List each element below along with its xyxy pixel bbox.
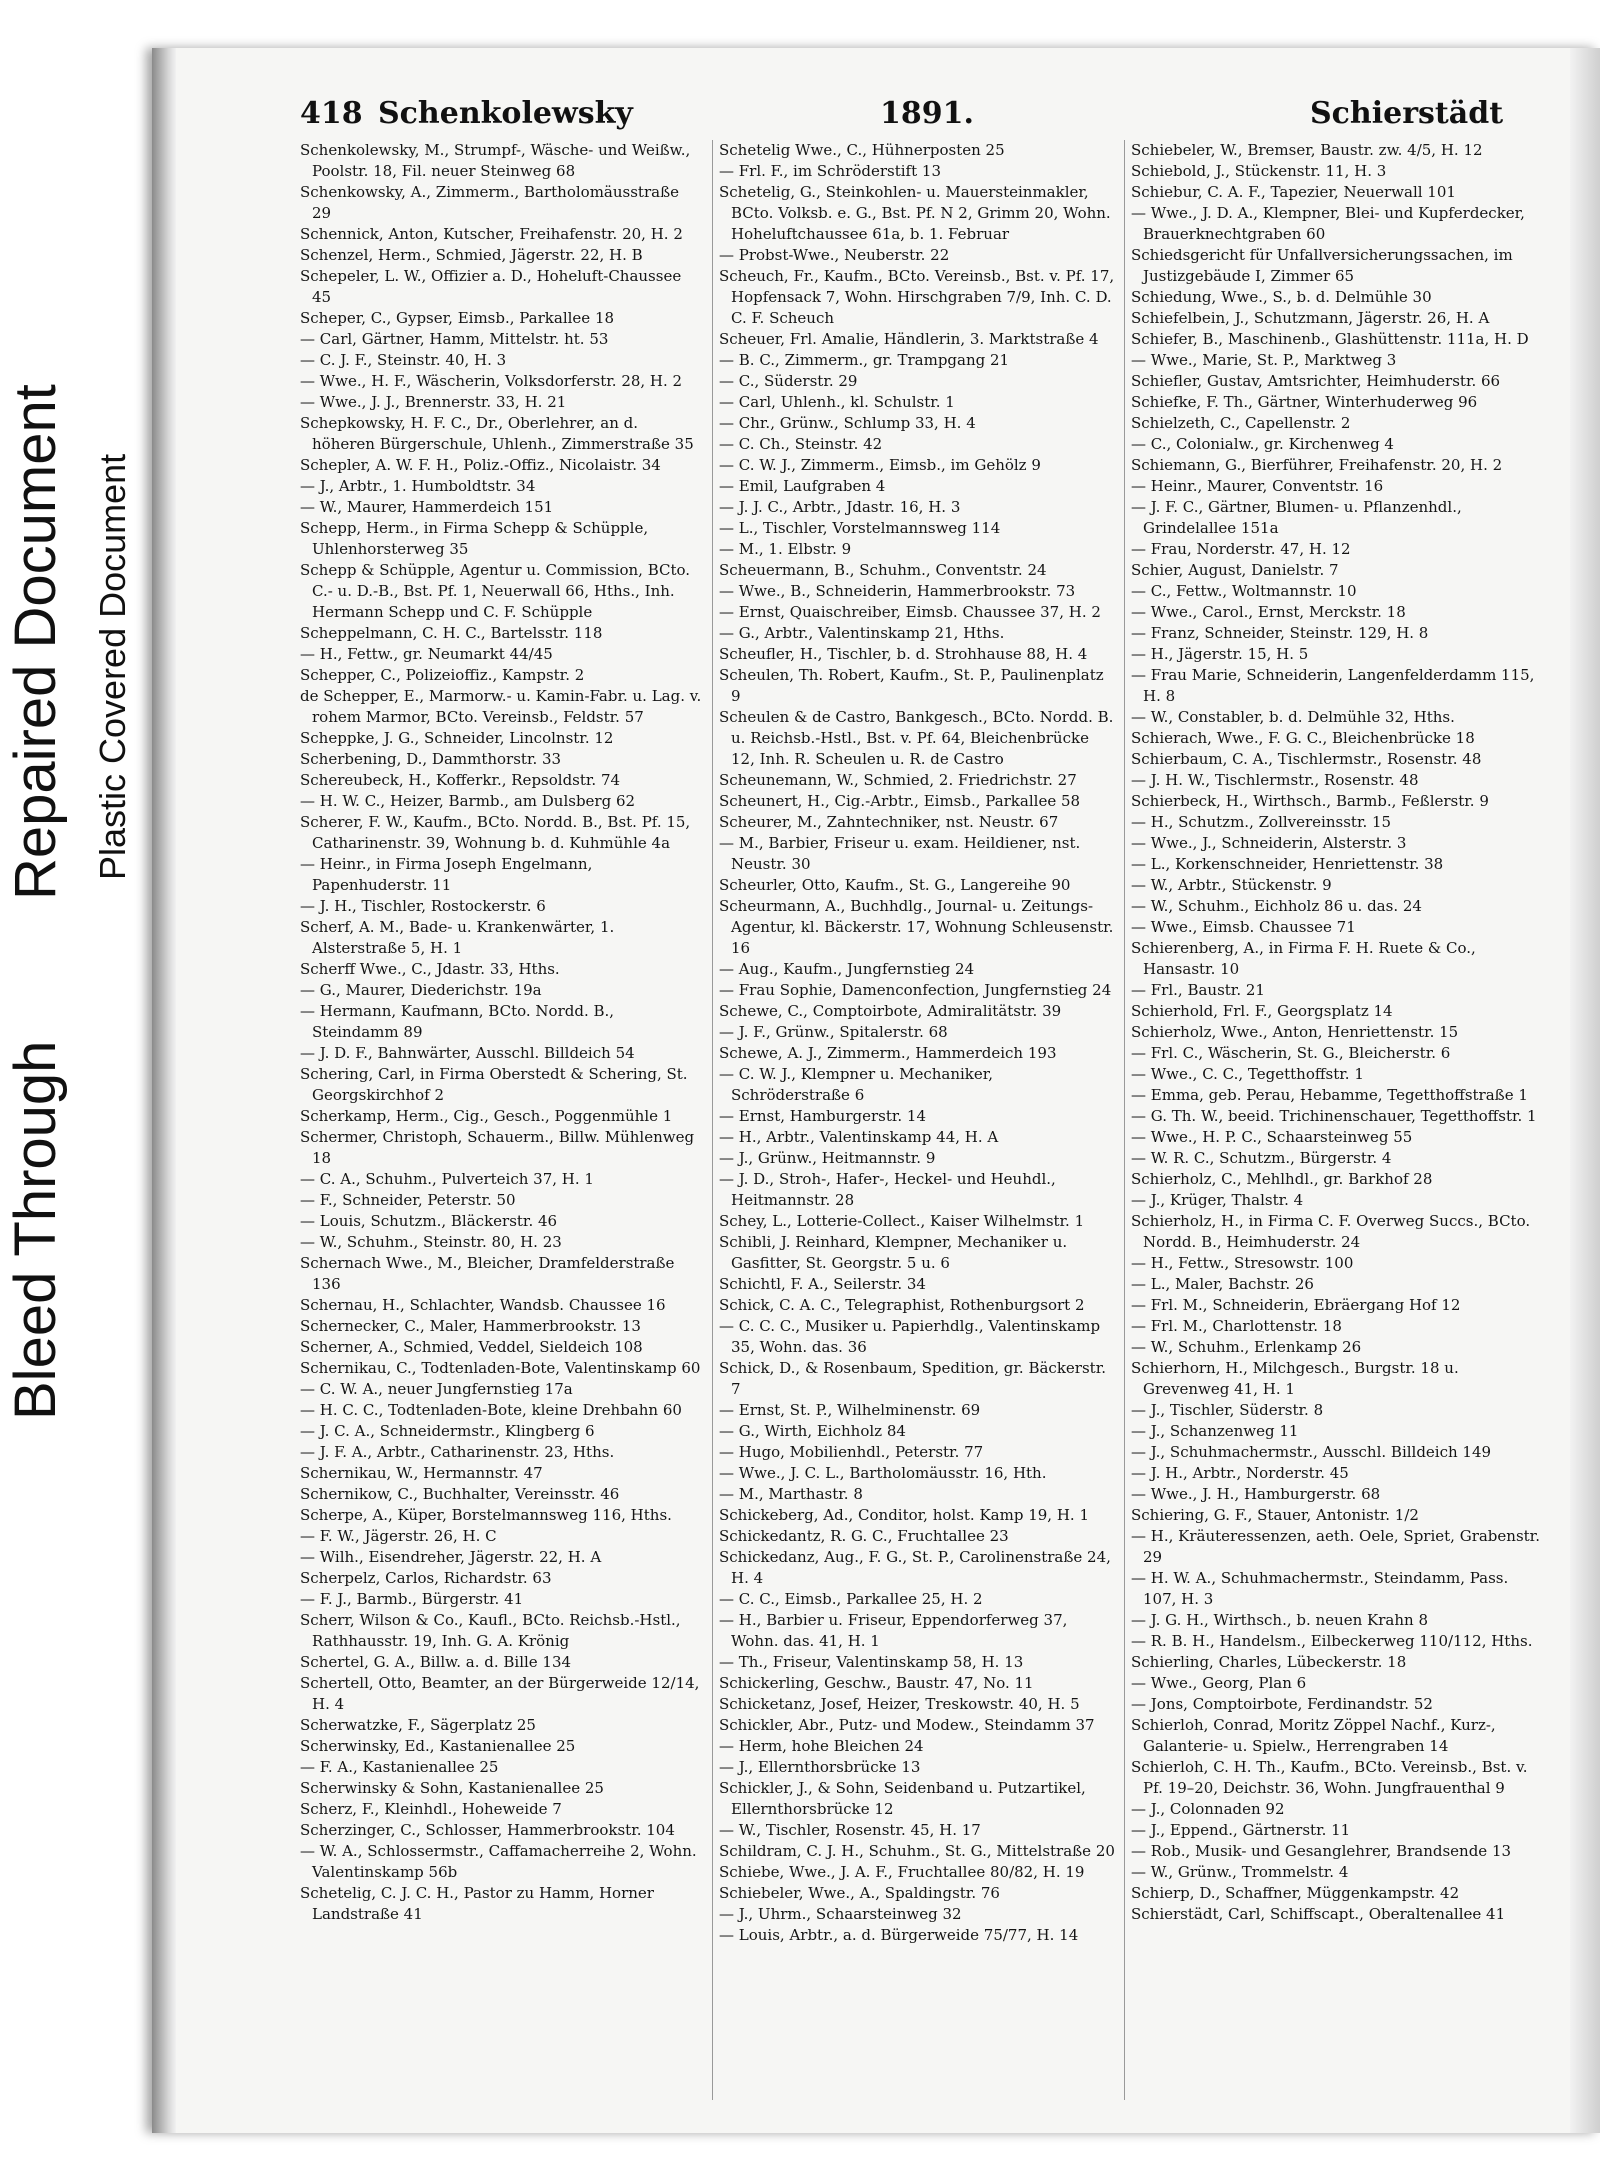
directory-column-2: [712, 140, 1115, 2100]
directory-column-1: [300, 140, 702, 2100]
directory-entry: — Chr., Grünw., Schlump 33, H. 4: [719, 414, 976, 432]
directory-entry: Schepkowsky, H. F. C., Dr., Oberlehrer, an d. höheren Bürgerschule, Uhlenh., Zimmerstraße 35: [300, 414, 694, 453]
directory-entry: — W., Tischler, Rosenstr. 45, H. 17: [719, 1821, 981, 1839]
directory-entry: — W., Grünw., Trommelstr. 4: [1131, 1863, 1349, 1881]
directory-entry: — M., Marthastr. 8: [719, 1485, 863, 1503]
directory-entry: — C. W. J., Klempner u. Mechaniker, Schröderstraße 6: [719, 1065, 994, 1104]
directory-entry: Schierling, Charles, Lübeckerstr. 18: [1131, 1653, 1407, 1671]
directory-entry: Schertell, Otto, Beamter, an der Bürgerweide 12/14, H. 4: [300, 1674, 700, 1713]
directory-entry: — W., Schuhm., Steinstr. 80, H. 23: [300, 1233, 562, 1251]
directory-entry: Schenkowsky, A., Zimmerm., Bartholomäusstraße 29: [300, 183, 679, 222]
directory-entry: — Frau, Norderstr. 47, H. 12: [1131, 540, 1351, 558]
directory-entry: — Frau Sophie, Damenconfection, Jungfernstieg 24: [719, 981, 1112, 999]
label-bleed-through: Bleed Through: [3, 1040, 68, 1420]
directory-entry: — J. H., Arbtr., Norderstr. 45: [1131, 1464, 1349, 1482]
directory-entry: — G. Th. W., beeid. Trichinenschauer, Tegetthoffstr. 1: [1131, 1107, 1537, 1125]
directory-entry: Schernikau, W., Hermannstr. 47: [300, 1464, 543, 1482]
directory-entry: Schertel, G. A., Billw. a. d. Bille 134: [300, 1653, 572, 1671]
directory-entry: — Wwe., J. D. A., Klempner, Blei- und Kupferdecker, Brauerknechtgraben 60: [1131, 204, 1525, 243]
scanned-page: [152, 48, 1600, 2133]
directory-entry: — C. J. F., Steinstr. 40, H. 3: [300, 351, 507, 369]
directory-entry: — J. J. C., Arbtr., Jdastr. 16, H. 3: [719, 498, 961, 516]
directory-entry: Scheurmann, A., Buchhdlg., Journal- u. Zeitungs-Agentur, kl. Bäckerstr. 17, Wohnung Schleusenstr. 16: [719, 897, 1114, 957]
directory-entry: Schernach Wwe., M., Bleicher, Dramfelderstraße 136: [300, 1254, 675, 1293]
directory-entry: Schennick, Anton, Kutscher, Freihafenstr. 20, H. 2: [300, 225, 683, 243]
directory-entry: — Jons, Comptoirbote, Ferdinandstr. 52: [1131, 1695, 1433, 1713]
directory-entry: — Wwe., Georg, Plan 6: [1131, 1674, 1307, 1692]
directory-entry: Schickedanz, Aug., F. G., St. P., Carolinenstraße 24, H. 4: [719, 1548, 1111, 1587]
directory-entry: — W., Arbtr., Stückenstr. 9: [1131, 876, 1332, 894]
directory-entry: — H., Barbier u. Friseur, Eppendorferweg 37, Wohn. das. 41, H. 1: [719, 1611, 1068, 1650]
directory-entry: Schiedung, Wwe., S., b. d. Delmühle 30: [1131, 288, 1432, 306]
directory-entry: Scheuch, Fr., Kaufm., BCto. Vereinsb., Bst. v. Pf. 17, Hopfensack 7, Wohn. Hirschgraben 7/9, Inh. C. D. C. F. Scheuch: [719, 267, 1115, 327]
directory-entry: — M., 1. Elbstr. 9: [719, 540, 852, 558]
directory-entry: Schibli, J. Reinhard, Klempner, Mechaniker u. Gasfitter, St. Georgstr. 5 u. 6: [719, 1233, 1068, 1272]
directory-entry: — J. G. H., Wirthsch., b. neuen Krahn 8: [1131, 1611, 1428, 1629]
directory-entry: — J., Schanzenweg 11: [1131, 1422, 1299, 1440]
directory-entry: Schiemann, G., Bierführer, Freihafenstr. 20, H. 2: [1131, 456, 1503, 474]
directory-entry: Schierholz, Wwe., Anton, Henriettenstr. 15: [1131, 1023, 1459, 1041]
directory-entry: — Wwe., B., Schneiderin, Hammerbrookstr. 73: [719, 582, 1076, 600]
directory-entry: — J., Ellernthorsbrücke 13: [719, 1758, 921, 1776]
directory-entry: — W. R. C., Schutzm., Bürgerstr. 4: [1131, 1149, 1392, 1167]
directory-entry: Schierbeck, H., Wirthsch., Barmb., Feßlerstr. 9: [1131, 792, 1489, 810]
directory-entry: — C. W. J., Zimmerm., Eimsb., im Gehölz 9: [719, 456, 1041, 474]
directory-entry: — Franz, Schneider, Steinstr. 129, H. 8: [1131, 624, 1429, 642]
scan-annotation-sidebar: [0, 0, 152, 2177]
header-year: 1891.: [880, 96, 974, 131]
directory-entry: Schickerling, Geschw., Baustr. 47, No. 11: [719, 1674, 1034, 1692]
directory-entry: Schickler, Abr., Putz- und Modew., Steindamm 37: [719, 1716, 1095, 1734]
page-binding-edge: [152, 48, 176, 2133]
directory-entry: — Louis, Arbtr., a. d. Bürgerweide 75/77, H. 14: [719, 1926, 1079, 1944]
directory-entry: Schernikau, C., Todtenladen-Bote, Valentinskamp 60: [300, 1359, 701, 1377]
directory-entry: — Frl. C., Wäscherin, St. G., Bleicherstr. 6: [1131, 1044, 1451, 1062]
directory-entry: Schernau, H., Schlachter, Wandsb. Chaussee 16: [300, 1296, 666, 1314]
directory-entry: — Frl., Baustr. 21: [1131, 981, 1265, 999]
directory-entry: — J., Arbtr., 1. Humboldtstr. 34: [300, 477, 536, 495]
directory-entry: — C. W. A., neuer Jungfernstieg 17a: [300, 1380, 573, 1398]
directory-entry: — F., Schneider, Peterstr. 50: [300, 1191, 516, 1209]
directory-entry: — J., Colonnaden 92: [1131, 1800, 1285, 1818]
directory-entry: Schierenberg, A., in Firma F. H. Ruete & Co., Hansastr. 10: [1131, 939, 1476, 978]
directory-entry: Schey, L., Lotterie-Collect., Kaiser Wilhelmstr. 1: [719, 1212, 1085, 1230]
directory-entry: Schetelig, G., Steinkohlen- u. Mauersteinmakler, BCto. Volksb. e. G., Bst. Pf. N 2, Grimm 20, Wohn. Hoheluftchaussee 61a, b. 1. Februar: [719, 183, 1111, 243]
directory-entry: Schepp, Herm., in Firma Schepp & Schüpple, Uhlenhorsterweg 35: [300, 519, 649, 558]
directory-entry: — G., Wirth, Eichholz 84: [719, 1422, 906, 1440]
directory-entry: — L., Tischler, Vorstelmannsweg 114: [719, 519, 1001, 537]
directory-entry: — Carl, Uhlenh., kl. Schulstr. 1: [719, 393, 955, 411]
directory-entry: — B. C., Zimmerm., gr. Trampgang 21: [719, 351, 1010, 369]
directory-entry: Schepp & Schüpple, Agentur u. Commission, BCto. C.- u. D.-B., Bst. Pf. 1, Neuerwall 66, Hths., Inh. Hermann Schepp und C. F. Schüpple: [300, 561, 691, 621]
directory-entry: — H., Schutzm., Zollvereinsstr. 15: [1131, 813, 1392, 831]
directory-entry: — Wwe., J. C. L., Bartholomäusstr. 16, Hth.: [719, 1464, 1047, 1482]
directory-entry: — Aug., Kaufm., Jungfernstieg 24: [719, 960, 975, 978]
directory-entry: Scherf, A. M., Bade- u. Krankenwärter, 1. Alsterstraße 5, H. 1: [300, 918, 615, 957]
directory-entry: — J., Tischler, Süderstr. 8: [1131, 1401, 1324, 1419]
directory-entry: Schewe, A. J., Zimmerm., Hammerdeich 193: [719, 1044, 1057, 1062]
directory-entry: Scheulen & de Castro, Bankgesch., BCto. Nordd. B. u. Reichsb.-Hstl., Bst. v. Pf. 64, Bleichenbrücke 12, Inh. R. Scheulen u. R. de Castro: [719, 708, 1114, 768]
directory-entry: — W., Schuhm., Erlenkamp 26: [1131, 1338, 1362, 1356]
directory-entry: — Frl. M., Schneiderin, Ebräergang Hof 12: [1131, 1296, 1461, 1314]
directory-entry: — W., Constabler, b. d. Delmühle 32, Hths.: [1131, 708, 1455, 726]
directory-entry: — W., Maurer, Hammerdeich 151: [300, 498, 554, 516]
directory-entry: — C., Fettw., Woltmannstr. 10: [1131, 582, 1357, 600]
directory-entry: — C. C. C., Musiker u. Papierhdlg., Valentinskamp 35, Wohn. das. 36: [719, 1317, 1101, 1356]
directory-entry: Schermer, Christoph, Schauerm., Billw. Mühlenweg 18: [300, 1128, 695, 1167]
directory-entry: Schierbaum, C. A., Tischlermstr., Rosenstr. 48: [1131, 750, 1482, 768]
directory-entry: — L., Korkenschneider, Henriettenstr. 38: [1131, 855, 1444, 873]
directory-entry: Scherr, Wilson & Co., Kaufl., BCto. Reichsb.-Hstl., Rathhausstr. 19, Inh. G. A. Krönig: [300, 1611, 681, 1650]
directory-entry: — R. B. H., Handelsm., Eilbeckerweg 110/112, Hths.: [1131, 1632, 1533, 1650]
directory-entry: — H., Fettw., Stresowstr. 100: [1131, 1254, 1354, 1272]
directory-entry: — J., Grünw., Heitmannstr. 9: [719, 1149, 936, 1167]
directory-entry: — M., Barbier, Friseur u. exam. Heildiener, nst. Neustr. 30: [719, 834, 1081, 873]
directory-entry: — Th., Friseur, Valentinskamp 58, H. 13: [719, 1653, 1024, 1671]
directory-entry: Scheulen, Th. Robert, Kaufm., St. P., Paulinenplatz 9: [719, 666, 1104, 705]
directory-entry: — Frl. F., im Schröderstift 13: [719, 162, 941, 180]
directory-entry: — Wwe., J., Schneiderin, Alsterstr. 3: [1131, 834, 1407, 852]
directory-entry: — Emma, geb. Perau, Hebamme, Tegetthoffstraße 1: [1131, 1086, 1528, 1104]
directory-entry: Scherwinsky & Sohn, Kastanienallee 25: [300, 1779, 604, 1797]
directory-entry: Schernecker, C., Maler, Hammerbrookstr. 13: [300, 1317, 641, 1335]
directory-entry: — H., Jägerstr. 15, H. 5: [1131, 645, 1309, 663]
directory-entry: — J. D. F., Bahnwärter, Ausschl. Billdeich 54: [300, 1044, 635, 1062]
directory-entry: Scherff Wwe., C., Jdastr. 33, Hths.: [300, 960, 560, 978]
directory-entry: Schildram, C. J. H., Schuhm., St. G., Mittelstraße 20: [719, 1842, 1115, 1860]
directory-entry: — Ernst, St. P., Wilhelminenstr. 69: [719, 1401, 981, 1419]
directory-entry: — Ernst, Hamburgerstr. 14: [719, 1107, 927, 1125]
directory-entry: Schiebeler, W., Bremser, Baustr. zw. 4/5, H. 12: [1131, 141, 1483, 159]
directory-entry: — J. F. A., Arbtr., Catharinenstr. 23, Hths.: [300, 1443, 615, 1461]
directory-entry: Schetelig Wwe., C., Hühnerposten 25: [719, 141, 1005, 159]
directory-entry: — W. A., Schlossermstr., Caffamacherreihe 2, Wohn. Valentinskamp 56b: [300, 1842, 697, 1881]
directory-entry: Scheunemann, W., Schmied, 2. Friedrichstr. 27: [719, 771, 1077, 789]
directory-entry: Scherer, F. W., Kaufm., BCto. Nordd. B., Bst. Pf. 15, Catharinenstr. 39, Wohnung b. d. Kuhmühle 4a: [300, 813, 691, 852]
directory-entry: Scheper, C., Gypser, Eimsb., Parkallee 18: [300, 309, 615, 327]
directory-entry: — C., Süderstr. 29: [719, 372, 858, 390]
directory-entry: Schick, D., & Rosenbaum, Spedition, gr. Bäckerstr. 7: [719, 1359, 1106, 1398]
directory-entry: Schierloh, Conrad, Moritz Zöppel Nachf., Kurz-, Galanterie- u. Spielw., Herrengraben 14: [1131, 1716, 1496, 1755]
directory-entry: — Wwe., H. P. C., Schaarsteinweg 55: [1131, 1128, 1413, 1146]
directory-entry: — Hugo, Mobilienhdl., Peterstr. 77: [719, 1443, 984, 1461]
directory-entry: Scheuer, Frl. Amalie, Händlerin, 3. Marktstraße 4: [719, 330, 1099, 348]
page-header: [300, 96, 1540, 136]
directory-entry: — Carl, Gärtner, Hamm, Mittelstr. ht. 53: [300, 330, 609, 348]
directory-entry: — H., Kräuteressenzen, aeth. Oele, Spriet, Grabenstr. 29: [1131, 1527, 1540, 1566]
directory-entry: Schierhold, Frl. F., Georgsplatz 14: [1131, 1002, 1393, 1020]
directory-entry: — W., Schuhm., Eichholz 86 u. das. 24: [1131, 897, 1422, 915]
directory-entry: Schewe, C., Comptoirbote, Admiralitätstr. 39: [719, 1002, 1062, 1020]
directory-entry: Schiebe, Wwe., J. A. F., Fruchtallee 80/82, H. 19: [719, 1863, 1085, 1881]
directory-entry: — G., Arbtr., Valentinskamp 21, Hths.: [719, 624, 1005, 642]
directory-entry: Schierp, D., Schaffner, Müggenkampstr. 42: [1131, 1884, 1460, 1902]
directory-entry: — Frl. M., Charlottenstr. 18: [1131, 1317, 1342, 1335]
directory-entry: — Heinr., Maurer, Conventstr. 16: [1131, 477, 1384, 495]
directory-entry: — J. D., Stroh-, Hafer-, Heckel- und Heuhdl., Heitmannstr. 28: [719, 1170, 1056, 1209]
directory-entry: — J. H., Tischler, Rostockerstr. 6: [300, 897, 546, 915]
directory-entry: — C. Ch., Steinstr. 42: [719, 435, 883, 453]
directory-entry: Schenkolewsky, M., Strumpf-, Wäsche- und Weißw., Poolstr. 18, Fil. neuer Steinweg 68: [300, 141, 691, 180]
directory-entry: Schielzeth, C., Capellenstr. 2: [1131, 414, 1351, 432]
directory-entry: Schiebur, C. A. F., Tapezier, Neuerwall 101: [1131, 183, 1456, 201]
directory-entry: Scherner, A., Schmied, Veddel, Sieldeich 108: [300, 1338, 643, 1356]
directory-entry: Scheuermann, B., Schuhm., Conventstr. 24: [719, 561, 1047, 579]
directory-entry: Scheufler, H., Tischler, b. d. Strohhause 88, H. 4: [719, 645, 1088, 663]
directory-entry: Scheppke, J. G., Schneider, Lincolnstr. 12: [300, 729, 614, 747]
directory-entry: — Wwe., Marie, St. P., Marktweg 3: [1131, 351, 1397, 369]
page-right-edge: [1570, 48, 1600, 2133]
directory-entry: Schierholz, H., in Firma C. F. Overweg Succs., BCto. Nordd. B., Heimhuderstr. 24: [1131, 1212, 1531, 1251]
directory-entry: — Frau Marie, Schneiderin, Langenfelderdamm 115, H. 8: [1131, 666, 1535, 705]
directory-entry: — Hermann, Kaufmann, BCto. Nordd. B., Steindamm 89: [300, 1002, 615, 1041]
directory-column-3: [1124, 140, 1541, 2100]
directory-entry: — F. W., Jägerstr. 26, H. C: [300, 1527, 497, 1545]
directory-entry: Schiedsgericht für Unfallversicherungssachen, im Justizgebäude I, Zimmer 65: [1131, 246, 1513, 285]
directory-entry: Schichtl, F. A., Seilerstr. 34: [719, 1275, 926, 1293]
directory-entry: — J., Uhrm., Schaarsteinweg 32: [719, 1905, 962, 1923]
directory-entry: Scherpelz, Carlos, Richardstr. 63: [300, 1569, 552, 1587]
directory-entry: — Wwe., Eimsb. Chaussee 71: [1131, 918, 1356, 936]
directory-entry: — J. H. W., Tischlermstr., Rosenstr. 48: [1131, 771, 1419, 789]
directory-entry: Schiebeler, Wwe., A., Spaldingstr. 76: [719, 1884, 1000, 1902]
directory-entry: Schicketanz, Josef, Heizer, Treskowstr. 40, H. 5: [719, 1695, 1080, 1713]
directory-entry: Scherbening, D., Dammthorstr. 33: [300, 750, 562, 768]
directory-entry: — Herm, hohe Bleichen 24: [719, 1737, 924, 1755]
directory-entry: Scherwatzke, F., Sägerplatz 25: [300, 1716, 536, 1734]
directory-entry: — Wwe., J. J., Brennerstr. 33, H. 21: [300, 393, 567, 411]
right-headword: Schierstädt: [1310, 96, 1504, 131]
directory-entry: Schepeler, L. W., Offizier a. D., Hoheluft-Chaussee 45: [300, 267, 682, 306]
directory-entry: — H., Fettw., gr. Neumarkt 44/45: [300, 645, 553, 663]
directory-entry: Scherkamp, Herm., Cig., Gesch., Poggenmühle 1: [300, 1107, 673, 1125]
directory-entry: — J. F. C., Gärtner, Blumen- u. Pflanzenhdl., Grindelallee 151a: [1131, 498, 1462, 537]
directory-entry: Schiering, G. F., Stauer, Antonistr. 1/2: [1131, 1506, 1419, 1524]
directory-entry: Scheurer, M., Zahntechniker, nst. Neustr. 67: [719, 813, 1059, 831]
directory-entry: — J. F., Grünw., Spitalerstr. 68: [719, 1023, 948, 1041]
directory-columns: [300, 140, 1540, 2100]
directory-entry: — C., Colonialw., gr. Kirchenweg 4: [1131, 435, 1394, 453]
directory-entry: Scherz, F., Kleinhdl., Hoheweide 7: [300, 1800, 562, 1818]
directory-entry: — Wwe., J. H., Hamburgerstr. 68: [1131, 1485, 1381, 1503]
directory-entry: Schierloh, C. H. Th., Kaufm., BCto. Vereinsb., Bst. v. Pf. 19–20, Deichstr. 36, Wohn. Jungfrauenthal 9: [1131, 1758, 1528, 1797]
directory-entry: Schereubeck, H., Kofferkr., Repsoldstr. 74: [300, 771, 621, 789]
label-repaired-document: Repaired Document: [3, 384, 68, 900]
directory-entry: — Heinr., in Firma Joseph Engelmann, Papenhuderstr. 11: [300, 855, 593, 894]
directory-entry: — Wwe., Carol., Ernst, Merckstr. 18: [1131, 603, 1406, 621]
directory-entry: — Rob., Musik- und Gesanglehrer, Brandsende 13: [1131, 1842, 1512, 1860]
directory-entry: Schiefke, F. Th., Gärtner, Winterhuderweg 96: [1131, 393, 1478, 411]
directory-entry: Scherpe, A., Küper, Borstelmannsweg 116, Hths.: [300, 1506, 672, 1524]
directory-entry: Schickeberg, Ad., Conditor, holst. Kamp 19, H. 1: [719, 1506, 1089, 1524]
directory-entry: Schenzel, Herm., Schmied, Jägerstr. 22, H. B: [300, 246, 643, 264]
directory-entry: — L., Maler, Bachstr. 26: [1131, 1275, 1314, 1293]
directory-entry: — J., Eppend., Gärtnerstr. 11: [1131, 1821, 1351, 1839]
directory-entry: Schiefer, B., Maschinenb., Glashüttenstr. 111a, H. D: [1131, 330, 1529, 348]
directory-entry: — Probst-Wwe., Neuberstr. 22: [719, 246, 950, 264]
directory-entry: Schickedantz, R. G. C., Fruchtallee 23: [719, 1527, 1009, 1545]
directory-entry: — J., Krüger, Thalstr. 4: [1131, 1191, 1304, 1209]
directory-entry: — F. A., Kastanienallee 25: [300, 1758, 499, 1776]
directory-entry: Schierach, Wwe., F. G. C., Bleichenbrücke 18: [1131, 729, 1475, 747]
directory-entry: — Wwe., C. C., Tegetthoffstr. 1: [1131, 1065, 1364, 1083]
directory-entry: — Emil, Laufgraben 4: [719, 477, 886, 495]
directory-entry: — C. C., Eimsb., Parkallee 25, H. 2: [719, 1590, 983, 1608]
directory-entry: Scheunert, H., Cig.-Arbtr., Eimsb., Parkallee 58: [719, 792, 1081, 810]
directory-entry: Schetelig, C. J. C. H., Pastor zu Hamm, Horner Landstraße 41: [300, 1884, 654, 1923]
directory-entry: — Wwe., H. F., Wäscherin, Volksdorferstr. 28, H. 2: [300, 372, 683, 390]
directory-entry: Schier, August, Danielstr. 7: [1131, 561, 1339, 579]
directory-entry: — G., Maurer, Diederichstr. 19a: [300, 981, 542, 999]
directory-entry: de Schepper, E., Marmorw.- u. Kamin-Fabr. u. Lag. v. rohem Marmor, BCto. Vereinsb., Feldstr. 57: [300, 687, 702, 726]
directory-entry: — J. C. A., Schneidermstr., Klingberg 6: [300, 1422, 595, 1440]
label-plastic-covered: Plastic Covered Document: [92, 453, 133, 880]
directory-entry: — Louis, Schutzm., Bläckerstr. 46: [300, 1212, 558, 1230]
directory-entry: Schepper, C., Polizeioffiz., Kampstr. 2: [300, 666, 585, 684]
directory-entry: Schierholz, C., Mehlhdl., gr. Barkhof 28: [1131, 1170, 1433, 1188]
directory-entry: Scherzinger, C., Schlosser, Hammerbrookstr. 104: [300, 1821, 675, 1839]
directory-entry: — H., Arbtr., Valentinskamp 44, H. A: [719, 1128, 999, 1146]
directory-entry: Schick, C. A. C., Telegraphist, Rothenburgsort 2: [719, 1296, 1085, 1314]
directory-entry: Schickler, J., & Sohn, Seidenband u. Putzartikel, Ellernthorsbrücke 12: [719, 1779, 1086, 1818]
page-number: 418: [300, 96, 363, 131]
directory-entry: Schepler, A. W. F. H., Poliz.-Offiz., Nicolaistr. 34: [300, 456, 661, 474]
directory-entry: Schierstädt, Carl, Schiffscapt., Oberaltenallee 41: [1131, 1905, 1506, 1923]
directory-entry: — H. W. A., Schuhmachermstr., Steindamm, Pass. 107, H. 3: [1131, 1569, 1509, 1608]
directory-entry: — Wilh., Eisendreher, Jägerstr. 22, H. A: [300, 1548, 602, 1566]
directory-entry: Scherwinsky, Ed., Kastanienallee 25: [300, 1737, 576, 1755]
directory-entry: — H. W. C., Heizer, Barmb., am Dulsberg 62: [300, 792, 636, 810]
directory-entry: Schernikow, C., Buchhalter, Vereinsstr. 46: [300, 1485, 620, 1503]
directory-entry: Schiebold, J., Stückenstr. 11, H. 3: [1131, 162, 1387, 180]
directory-entry: — J., Schuhmachermstr., Ausschl. Billdeich 149: [1131, 1443, 1492, 1461]
directory-entry: — H. C. C., Todtenladen-Bote, kleine Drehbahn 60: [300, 1401, 682, 1419]
directory-entry: Schiefler, Gustav, Amtsrichter, Heimhuderstr. 66: [1131, 372, 1501, 390]
directory-entry: Schierhorn, H., Milchgesch., Burgstr. 18 u. Grevenweg 41, H. 1: [1131, 1359, 1459, 1398]
directory-entry: Scheppelmann, C. H. C., Bartelsstr. 118: [300, 624, 603, 642]
directory-entry: — C. A., Schuhm., Pulverteich 37, H. 1: [300, 1170, 594, 1188]
directory-entry: — F. J., Barmb., Bürgerstr. 41: [300, 1590, 524, 1608]
directory-entry: Schering, Carl, in Firma Oberstedt & Schering, St. Georgskirchhof 2: [300, 1065, 688, 1104]
left-headword: Schenkolewsky: [378, 96, 633, 131]
directory-entry: Scheurler, Otto, Kaufm., St. G., Langereihe 90: [719, 876, 1071, 894]
directory-entry: — Ernst, Quaischreiber, Eimsb. Chaussee 37, H. 2: [719, 603, 1101, 621]
directory-entry: Schiefelbein, J., Schutzmann, Jägerstr. 26, H. A: [1131, 309, 1490, 327]
